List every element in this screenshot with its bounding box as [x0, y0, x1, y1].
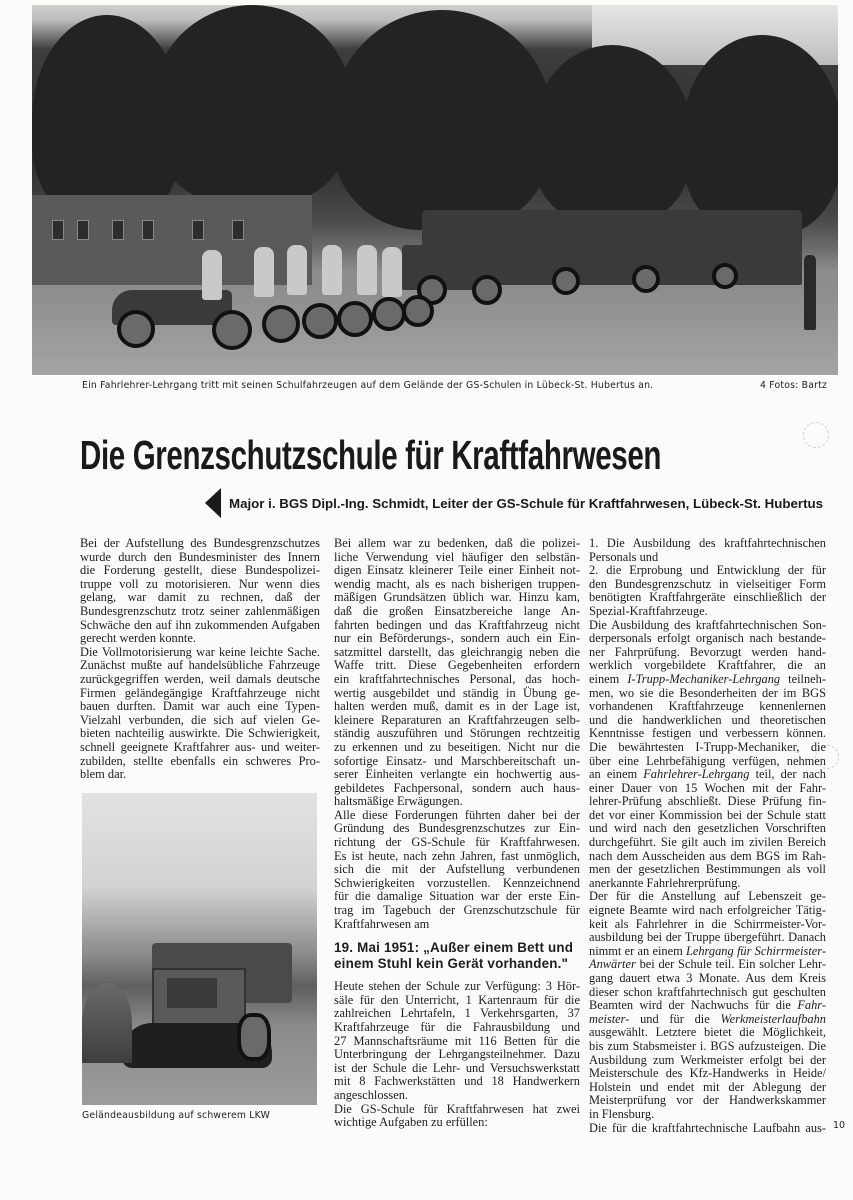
text-line: säle für den Unterricht, 1 Kartenraum für die	[334, 992, 580, 1007]
top-photo-driving-instructors-course	[32, 5, 838, 375]
truck-grille	[167, 978, 217, 1008]
bushes	[82, 983, 132, 1063]
italic-text: Werkmeisterlaufbahn	[720, 1011, 826, 1026]
text-line: Firmen geländegängige Kraftfahrzeuge nicht	[80, 685, 320, 700]
text-line: eignete Beamte wird nach erfolgreicher Tätig-	[589, 903, 826, 918]
text-line: einer Dauer von 15 Wochen mit der Fahr-	[589, 780, 826, 795]
text-line: Die Vollmotorisierung war keine leichte Sache.	[80, 644, 320, 659]
text-line: gelang, war damit zu rechnen, daß der	[80, 590, 320, 605]
paragraph	[334, 809, 580, 931]
text-line: Schwierigkeiten vorzustellen. Kennzeichnend	[334, 875, 580, 890]
tree	[532, 45, 692, 225]
photo-credit: 4 Fotos: Bartz	[760, 380, 828, 391]
text-line: Kenntnisse festigen und verbessern können.	[589, 726, 826, 741]
text-line: Die GS-Schule für Kraftfahrwesen hat zwei	[334, 1101, 580, 1116]
text-line: keit als Fahrlehrer in die Schirrmeister-Vor-	[589, 916, 826, 931]
text-line: Bundesgrenzschutz trotz seiner zahlenmäßigen	[80, 603, 320, 618]
text-line: sofortige Einsatz- und Marschbereitschaft un-	[334, 753, 580, 768]
italic-text: Fahr-	[797, 998, 826, 1013]
tree	[682, 35, 838, 235]
paragraph	[589, 564, 826, 618]
text-line: bieten nachteilig auswirkte. Die Schwierigkeit,	[80, 726, 320, 741]
text-line: men der gesetzlichen Bestimmungen als voll	[589, 862, 826, 877]
paragraph	[80, 646, 320, 782]
text-line: bauen durften. Damit war auch eine Typen-	[80, 699, 320, 714]
paragraph	[334, 1103, 580, 1130]
text-line: werklich vorgebildete Kraftfahrer, die an	[589, 658, 826, 673]
truck-photo	[82, 793, 317, 1105]
text-line: nach dem Ausscheiden aus dem BGS im Rah-	[589, 848, 826, 863]
paragraph	[589, 619, 826, 891]
italic-text: Anwärter	[589, 957, 636, 972]
tree	[152, 5, 352, 205]
text-line: Schwäche den auf ihn zukommenden Aufgaben	[80, 617, 320, 632]
text-line: truppe voll zu motorisieren. Nur wenn dies	[80, 576, 320, 591]
text-line: dieser schon kraftfahrtechnisch gut geschulten	[589, 984, 826, 999]
text-line: über eine Lehrbefähigung verfügen, nehmen	[589, 753, 826, 768]
text-line: ausbildung bei der Truppe übergeführt. Danach	[589, 930, 826, 945]
text-line: Die für die kraftfahrtechnische Laufbahn aus-	[589, 1120, 826, 1135]
text-line: digen Einsatz kleinerer Teile einer Einheit not-	[334, 563, 580, 578]
top-photo-caption: Ein Fahrlehrer-Lehrgang tritt mit seinen Schulfahrzeugen auf dem Gelände der GS-Schulen in Lübeck-St. Hubertus an.	[82, 380, 654, 391]
text-line: anerkannte Fahrlehrerprüfung.	[589, 875, 741, 890]
text-segment: bei der Schule teil. Ein solcher Lehr-	[635, 957, 826, 972]
text-line: ist der Schule die Lehr- und Versuchswerkstatt	[334, 1060, 580, 1075]
text-line	[589, 673, 826, 687]
text-line: Ausbildung zum Werkmeister erfolgt bei der	[589, 1052, 826, 1067]
text-line	[589, 945, 826, 959]
italic-text: Lehrgang für Schirrmeister-	[685, 943, 826, 958]
text-segment: einem	[589, 671, 628, 686]
text-segment: teilneh-	[780, 671, 826, 686]
officer	[804, 255, 816, 330]
text-line	[589, 768, 826, 782]
text-line: zurückgegriffen werden, weil damals deutsche	[80, 671, 320, 686]
text-segment: Beamten wird der Nachwuchs für die	[589, 998, 798, 1013]
text-line: die Forderung gestellt, diese Bundespolizei-	[80, 563, 320, 578]
text-line: men, wo sie die Besonderheiten der im BGS	[589, 685, 826, 700]
text-line: ein kraftfahrtechnisches Personal, das hoch-	[334, 671, 580, 686]
text-line: Meisterprüfung vor der Handwerkskammer	[589, 1093, 826, 1108]
text-line: lehrer-Prüfung abschließt. Diese Prüfung fin-	[589, 794, 826, 809]
italic-text: I-Trupp-Mechaniker-Lehrgang	[627, 671, 781, 686]
italic-text: Fahrlehrer-Lehrgang	[643, 767, 750, 782]
paragraph	[334, 980, 580, 1102]
text-line: Zunächst mußte auf handelsübliche Fahrzeuge	[80, 658, 320, 673]
text-line: trag im Tagebuch der Grenzschutzschule für	[334, 903, 580, 918]
text-line: zubilden, stellte ebenfalls ein schweres Pro-	[80, 753, 320, 768]
text-line: satzmittel darstellt, das gleichrangig neben die	[334, 644, 580, 659]
text-line: Bei der Aufstellung des Bundesgrenzschutzes	[80, 536, 320, 550]
tree	[332, 10, 552, 230]
text-line: Alle diese Forderungen führten daher bei der	[334, 807, 580, 822]
text-line: Kraftfahrwesen am	[334, 916, 430, 931]
text-line: fahrten bedingen und das Kraftfahrzeug nicht	[334, 617, 580, 632]
text-line: und wird nach den gesetzlichen Vorschriften	[589, 821, 826, 836]
subheading	[334, 940, 580, 972]
text-line: Es ist heute, nach zehn Jahren, fast unmöglich,	[334, 848, 580, 863]
subheading-line: einem Stuhl kein Gerät vorhanden."	[334, 956, 569, 972]
text-line: blem dar.	[80, 767, 127, 782]
text-line: Die bewährtesten I-Trupp-Mechaniker, die	[589, 739, 826, 754]
text-line: nur ein Beförderungs-, sondern auch ein Ein-	[334, 631, 580, 646]
text-line: ständig auszuführen und Störungen rechtzeitig	[334, 726, 580, 741]
arrow-left-icon	[205, 488, 221, 518]
text-line: Bei allem war zu bedenken, daß die polizei-	[334, 536, 580, 550]
text-line: Personals und	[589, 549, 659, 564]
text-line: serer Einheiten verlangte ein hochwertig aus-	[334, 767, 580, 782]
paragraph	[589, 890, 826, 1121]
text-line: den Bundesgrenzschutz in vielseitiger Form	[589, 576, 826, 591]
text-line	[589, 999, 826, 1013]
text-line: sich die mit der Aufstellung verbundenen	[334, 862, 580, 877]
column-left	[80, 537, 320, 782]
text-segment: nimmt er an einem	[589, 943, 686, 958]
text-line: zu erkennen und zu beseitigen. Nicht nur die	[334, 739, 580, 754]
byline	[205, 488, 823, 518]
text-line: wertig ausgebildet und ständig in Übung ge-	[334, 685, 580, 700]
text-line: Unterbringung der Lehrgangsteilnehmer. Dazu	[334, 1047, 580, 1062]
text-line: Meisterschule des Kfz-Handwerks in Heide/	[589, 1066, 826, 1081]
text-line: mäßigen Grundsätzen üblich war. Hinzu kam,	[334, 590, 580, 605]
paragraph	[589, 1122, 826, 1136]
paragraph	[589, 537, 826, 564]
text-line: haltsmäßige Erwägungen.	[334, 794, 463, 809]
text-line: angeschlossen.	[334, 1087, 408, 1102]
text-segment: und für die	[629, 1011, 721, 1026]
text-line: durchgeführt. Sie gilt auch im zivilen Bereich	[589, 835, 826, 850]
text-line: in Flensburg.	[589, 1106, 655, 1121]
punch-hole	[803, 422, 829, 448]
text-line: Holstein und endet mit der Ablegung der	[589, 1079, 826, 1094]
article-title: Die Grenzschutzschule für Kraftfahrwesen	[80, 432, 662, 478]
text-line: Gründung des Bundesgrenzschutzes zur Ein-	[334, 821, 580, 836]
text-line: wurde durch den Bundesminister des Innern	[80, 549, 320, 564]
text-line: zahlreichen Lehrtafeln, 1 Verkehrsgarten, 37	[334, 1006, 580, 1021]
text-segment: teil, der nach	[749, 767, 826, 782]
text-line: 2. die Erprobung und Entwicklung der für	[589, 563, 826, 578]
column-right	[589, 537, 826, 1135]
subheading-line: 19. Mai 1951: „Außer einem Bett und	[334, 940, 574, 956]
text-line: Der für die Anstellung auf Lebenszeit ge-	[589, 889, 826, 904]
text-line: Vielzahl verbunden, die sich auf vielen Ge-	[80, 712, 320, 727]
text-line: liche Verwendung viel häufiger den selbstän-	[334, 549, 580, 564]
column-middle	[334, 537, 580, 1130]
text-line: mit 8 Fachwerkstätten und 18 Handwerkern	[334, 1074, 580, 1089]
text-line: und die handwerklichen und theoretischen	[589, 712, 826, 727]
text-segment: an einem	[589, 767, 644, 782]
text-line: Waffe tritt. Diese Gegebenheiten erfordern	[334, 658, 580, 673]
text-line: Kraftfahrzeuge für die Fahrausbildung und	[334, 1020, 580, 1034]
paragraph	[80, 537, 320, 646]
text-line: ausgewählt. Letztere bietet die Möglichkeit,	[589, 1025, 826, 1040]
text-line: det vor einer Kommission bei der Schule statt	[589, 807, 826, 822]
text-line: wendig macht, als es nach bisherigen truppen-	[334, 576, 580, 591]
text-line: benötigten Kraftfahrgeräte einschließlich der	[589, 590, 826, 605]
text-line: bis zum Stabsmeister i. BGS aufzusteigen. Die	[589, 1038, 826, 1053]
text-line: gebildetes Fachpersonal, sondern auch haus-	[334, 780, 580, 795]
text-line: ner Fahrprüfung. Bevorzugt werden hand-	[589, 644, 826, 659]
page-number: 10	[833, 1120, 846, 1131]
text-line: Die Ausbildung des kraftfahrtechnischen Son-	[589, 617, 826, 632]
text-line: halten werden muß, damit es in der Lage ist,	[334, 699, 580, 714]
text-line: gang dauert etwa 3 Monate. Aus dem Kreis	[589, 971, 826, 985]
text-line: Heute stehen der Schule zur Verfügung: 3 Hör-	[334, 979, 580, 994]
truck-photo-caption: Geländeausbildung auf schwerem LKW	[82, 1110, 271, 1121]
text-line: kleinere Reparaturen an Kraftfahrzeugen selb-	[334, 712, 580, 727]
text-line	[589, 958, 826, 972]
text-line: 1. Die Ausbildung des kraftfahrtechnischen	[589, 536, 826, 550]
text-line	[589, 1013, 826, 1027]
text-line: Spezial-Kraftfahrzeuge.	[589, 603, 708, 618]
text-line: daß die großen Einsatzbereiche lange An-	[334, 603, 580, 618]
text-line: gerecht werden konnte.	[80, 631, 196, 646]
text-line: für die damalige Situation war der erste Ein-	[334, 889, 580, 904]
text-line: vorhandenen Kraftfahrzeuge kennenlernen	[589, 699, 826, 714]
text-line: richtung der GS-Schule für Kraftfahrwesen.	[334, 835, 580, 850]
text-line: schnell geeignete Kraftfahrer aus- und weiter-	[80, 739, 320, 754]
italic-text: meister-	[589, 1011, 630, 1026]
byline-text: Major i. BGS Dipl.-Ing. Schmidt, Leiter der GS-Schule für Kraftfahrwesen, Lübeck-St. Hubertus	[229, 495, 824, 511]
text-line: wichtige Aufgaben zu erfüllen:	[334, 1115, 488, 1130]
text-line: derpersonals erfolgt organisch nach bestande-	[589, 631, 826, 646]
text-line: 27 Mannschaftsräume mit 116 Betten für die	[334, 1033, 580, 1048]
paragraph	[334, 537, 580, 809]
